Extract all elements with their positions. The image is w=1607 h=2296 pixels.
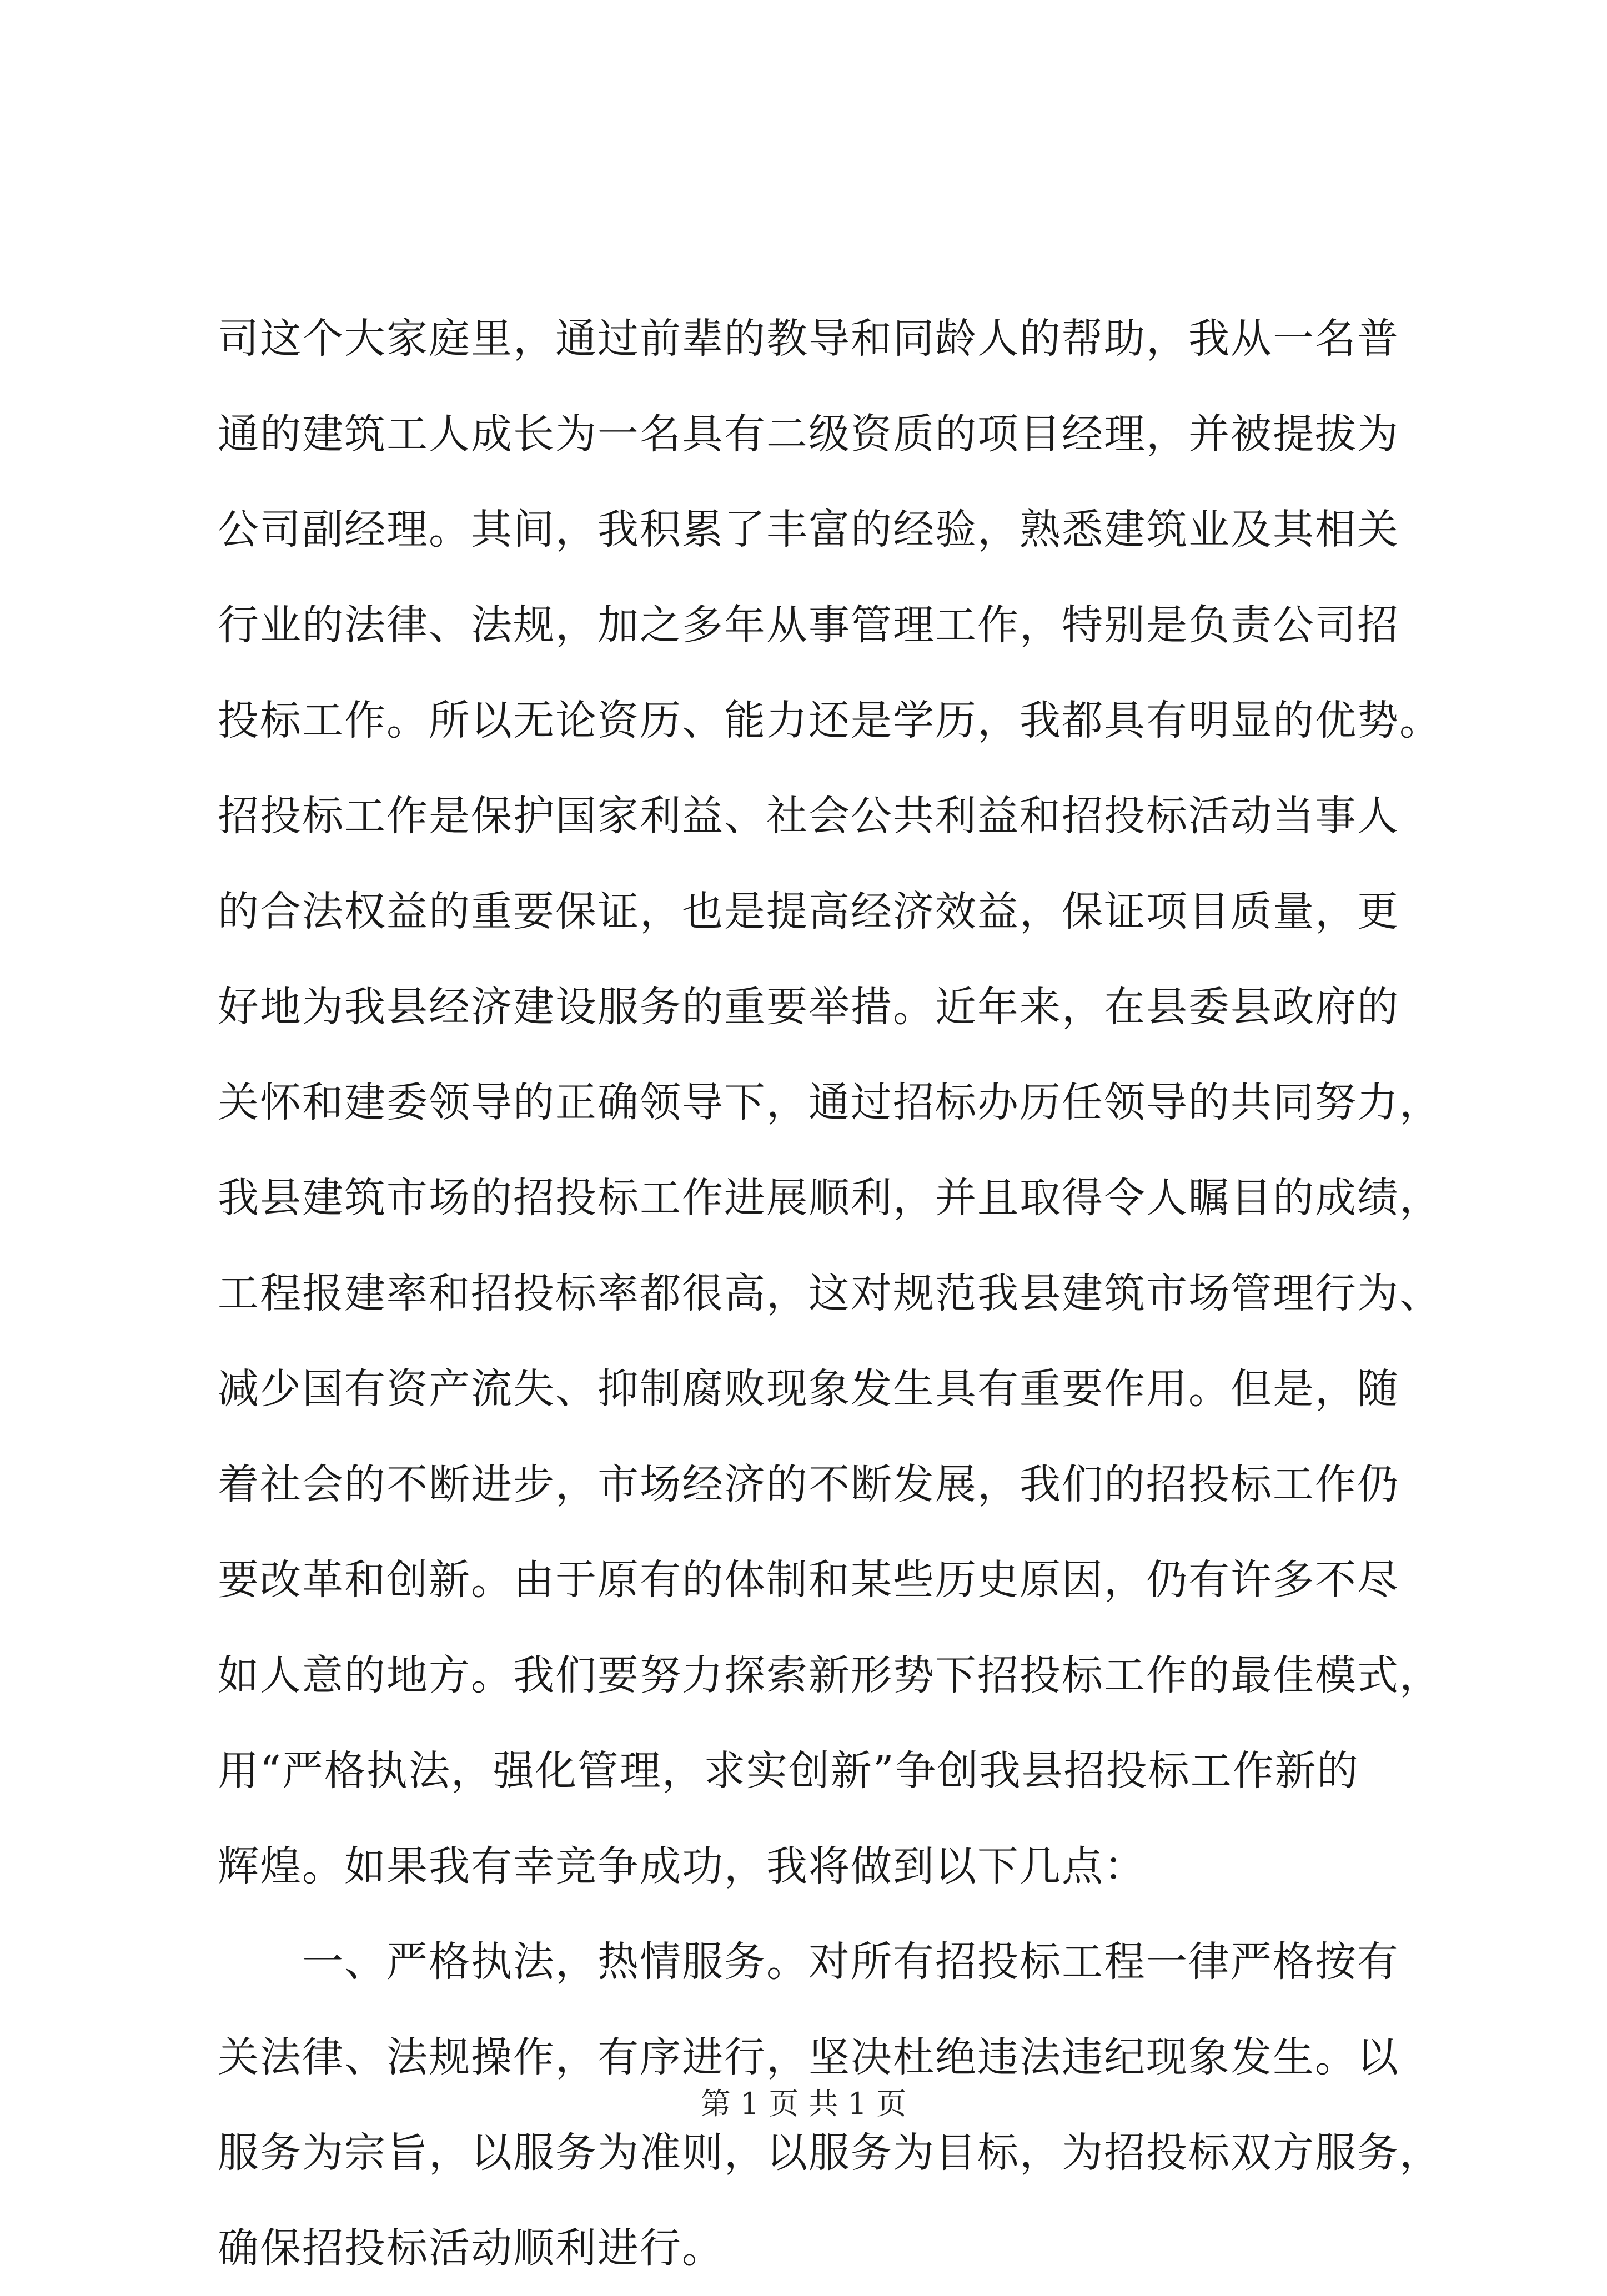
text-line: 用“严格执法，强化管理，求实创新”争创我县招投标工作新的 (218, 1747, 1359, 1795)
paragraph-first-line: 一、严格执法，热情服务。对所有招投标工程一律严格按有 (302, 1938, 1399, 1986)
text-line: 投标工作。所以无论资历、能力还是学历，我都具有明显的优势。 (218, 697, 1442, 744)
text-line: 通的建筑工人成长为一名具有二级资质的项目经理，并被提拔为 (218, 410, 1399, 458)
text-line: 关法律、法规操作，有序进行，坚决杜绝违法违纪现象发生。以 (218, 2033, 1399, 2081)
text-line: 关怀和建委领导的正确领导下，通过招标办历任领导的共同努力， (218, 1079, 1442, 1126)
text-line: 行业的法律、法规，加之多年从事管理工作，特别是负责公司招 (218, 601, 1399, 649)
text-line: 公司副经理。其间，我积累了丰富的经验，熟悉建筑业及其相关 (218, 506, 1399, 553)
text-line: 的合法权益的重要保证，也是提高经济效益，保证项目质量，更 (218, 888, 1399, 935)
text-line: 要改革和创新。由于原有的体制和某些历史原因，仍有许多不尽 (218, 1556, 1399, 1604)
text-line: 司这个大家庭里，通过前辈的教导和同龄人的帮助，我从一名普 (218, 315, 1399, 362)
text-line: 工程报建率和招投标率都很高，这对规范我县建筑市场管理行为、 (218, 1270, 1442, 1317)
text-line: 我县建筑市场的招投标工作进展顺利，并且取得令人瞩目的成绩， (218, 1174, 1442, 1222)
text-line: 招投标工作是保护国家利益、社会公共利益和招投标活动当事人 (218, 792, 1399, 840)
text-line: 确保招投标活动顺利进行。 (218, 2224, 724, 2272)
text-line: 着社会的不断进步，市场经济的不断发展，我们的招投标工作仍 (218, 1461, 1399, 1508)
text-line: 如人意的地方。我们要努力探索新形势下招投标工作的最佳模式， (218, 1651, 1442, 1699)
text-line: 服务为宗旨，以服务为准则，以服务为目标，为招投标双方服务， (218, 2129, 1442, 2177)
body-text (218, 291, 1442, 2296)
text-line: 好地为我县经济建设服务的重要举措。近年来，在县委县政府的 (218, 983, 1399, 1031)
text-line: 减少国有资产流失、抑制腐败现象发生具有重要作用。但是，随 (218, 1365, 1399, 1413)
text-line: 辉煌。如果我有幸竞争成功，我将做到以下几点： (218, 1842, 1146, 1890)
page-footer: 第 1 页 共 1 页 (700, 2086, 907, 2121)
